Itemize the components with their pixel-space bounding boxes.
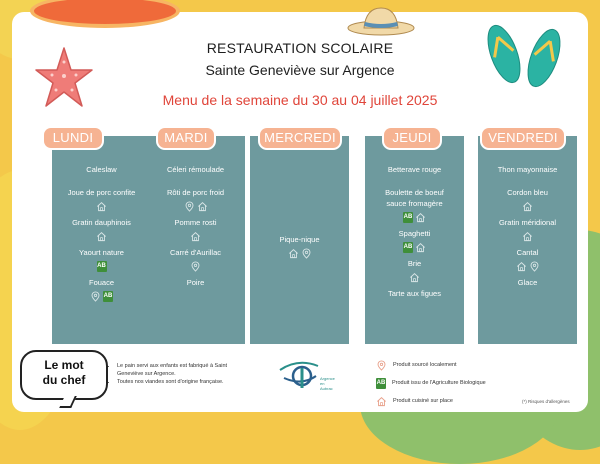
- note-bread: • Le pain servi aux enfants est fabriqué à Saint Geneviève sur Argence.: [117, 362, 250, 378]
- day-tab-vendredi: VENDREDI: [482, 128, 564, 148]
- day-tab-mercredi: MERCREDI: [260, 128, 340, 148]
- menu-dish: Poire: [186, 278, 205, 287]
- ab-organic-icon: AB: [97, 261, 107, 272]
- product-icons: [365, 209, 464, 226]
- day-column-lundi: [52, 136, 151, 344]
- pin-icon: [529, 261, 540, 272]
- menu-dish: Pomme rosti: [174, 218, 217, 227]
- menu-dish: Brie: [407, 259, 422, 268]
- ab-organic-icon: AB: [403, 242, 413, 253]
- menu-dish: Carré d'Aurillac: [169, 248, 222, 257]
- chef-notes: [110, 362, 250, 386]
- ab-organic-icon: AB: [103, 291, 113, 302]
- page-title: RESTAURATION SCOLAIRE: [206, 40, 394, 56]
- menu-dish: Tarte aux figues: [388, 289, 441, 298]
- day-column-mercredi: [250, 136, 349, 344]
- product-icons: [250, 245, 349, 262]
- menu-dish: Céleri rémoulade: [166, 165, 225, 174]
- menu-dish: sauce fromagère: [386, 199, 443, 208]
- menu-dish: Betterave rouge: [387, 165, 442, 174]
- day-tab-mardi: MARDI: [158, 128, 214, 148]
- home-icon: [415, 242, 426, 253]
- product-icons: [146, 228, 245, 245]
- menu-dish: Fouace: [88, 278, 115, 287]
- menu-dish: Thon mayonnaise: [497, 165, 558, 174]
- product-icons: [478, 228, 577, 245]
- pin-icon: [376, 360, 387, 371]
- product-icons: [52, 198, 151, 215]
- home-icon: [376, 396, 387, 407]
- legend: [376, 356, 486, 410]
- home-icon: [415, 212, 426, 223]
- day-tab-jeudi: JEUDI: [384, 128, 440, 148]
- week-title: Menu de la semaine du 30 au 04 juillet 2025: [162, 92, 438, 108]
- home-icon: [96, 201, 107, 212]
- menu-dish: Boulette de boeuf: [385, 188, 444, 197]
- day-tab-lundi: LUNDI: [44, 128, 102, 148]
- product-icons: [146, 258, 245, 275]
- home-icon: [96, 231, 107, 242]
- home-icon: [197, 201, 208, 212]
- menu-dish: Caleslaw: [86, 165, 117, 174]
- menu-dish: Glace: [517, 278, 538, 287]
- product-icons: [478, 198, 577, 215]
- svg-text:Argence: Argence: [320, 376, 335, 381]
- ab-organic-icon: AB: [403, 212, 413, 223]
- product-icons: [52, 258, 151, 275]
- pin-icon: [190, 261, 201, 272]
- product-icons: [478, 258, 577, 275]
- pin-icon: [301, 248, 312, 259]
- product-icons: [52, 228, 151, 245]
- product-icons: [146, 198, 245, 215]
- svg-text:en: en: [320, 381, 325, 386]
- home-icon: [190, 231, 201, 242]
- pin-icon: [90, 291, 101, 302]
- product-icons: [365, 239, 464, 256]
- school-name: Sainte Geneviève sur Argence: [205, 62, 395, 78]
- day-column-mardi: [146, 136, 245, 344]
- argence-en-aubrac-logo: [276, 356, 346, 396]
- menu-dish: Joue de porc confite: [67, 188, 136, 197]
- product-icons: [365, 269, 464, 286]
- product-icons: [52, 288, 151, 305]
- day-column-jeudi: [365, 136, 464, 344]
- day-column-vendredi: [478, 136, 577, 344]
- svg-text:Aubrac: Aubrac: [320, 386, 333, 391]
- menu-dish: Gratin méridional: [498, 218, 557, 227]
- allergen-note: (*) Risques d'allergènes: [522, 399, 570, 404]
- home-icon: [288, 248, 299, 259]
- home-icon: [522, 231, 533, 242]
- menu-dish: Gratin dauphinois: [72, 218, 131, 227]
- home-icon: [409, 272, 420, 283]
- menu-dish: Yaourt nature: [79, 248, 124, 257]
- pin-icon: [184, 201, 195, 212]
- chef-note-line1: Le mot: [44, 358, 84, 372]
- chef-note-line2: du chef: [42, 373, 86, 387]
- note-meat: • Toutes nos viandes sont d'origine française.: [117, 378, 250, 386]
- ab-organic-icon: AB: [376, 378, 386, 389]
- home-icon: [516, 261, 527, 272]
- home-icon: [522, 201, 533, 212]
- menu-dish: Spaghetti: [398, 229, 431, 238]
- menu-dish: Cantal: [516, 248, 539, 257]
- straw-hat-illustration: [346, 2, 416, 36]
- legend-bio: AB Produit issu de l'Agriculture Biologique: [376, 374, 486, 392]
- menu-dish: Pique-nique: [279, 235, 320, 244]
- menu-dish: Cordon bleu: [507, 188, 548, 197]
- menu-dish: Rôti de porc froid: [166, 188, 225, 197]
- legend-home: Produit cuisiné sur place: [376, 392, 486, 410]
- legend-local: Produit sourcé localement: [376, 356, 486, 374]
- chef-note-badge: [20, 350, 108, 400]
